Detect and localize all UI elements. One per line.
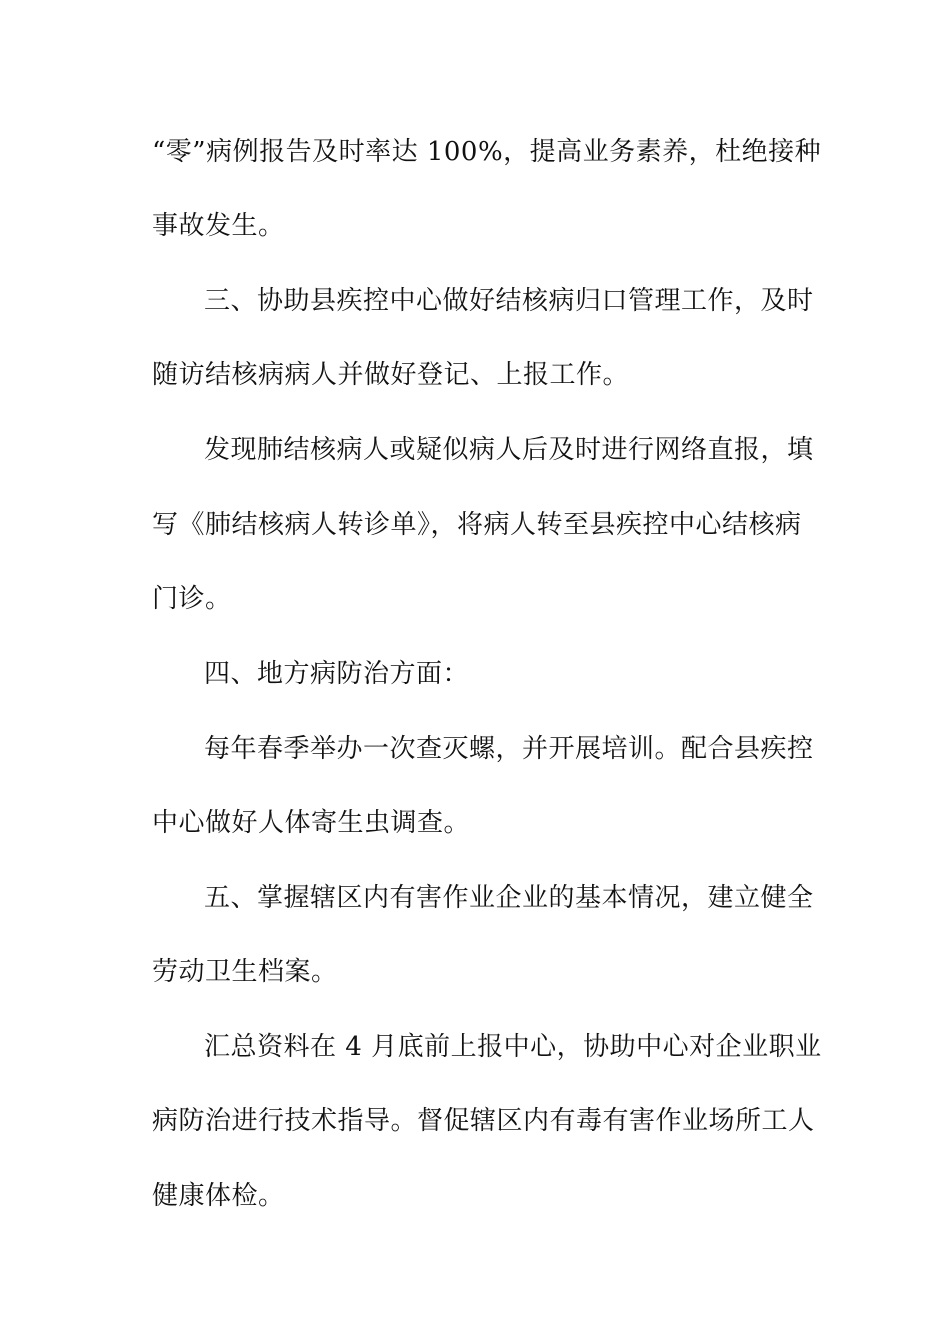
text-line-15: 健康体检。 <box>152 1181 285 1211</box>
text-line-1: “零”病例报告及时率达 100%，提高业务素养，杜绝接种 <box>152 137 822 167</box>
section-4-heading: 四、地方病防治方面： <box>204 659 470 689</box>
section-5-heading: 五、掌握辖区内有害作业企业的基本情况，建立健全 <box>204 883 814 913</box>
text-line-10: 中心做好人体寄生虫调查。 <box>152 808 471 838</box>
text-line-7: 门诊。 <box>152 584 232 614</box>
text-line-4: 随访结核病病人并做好登记、上报工作。 <box>152 360 630 390</box>
text-line-6: 写《肺结核病人转诊单》，将病人转至县疾控中心结核病 <box>152 510 802 540</box>
text-line-12: 劳动卫生档案。 <box>152 957 338 987</box>
paragraph-snail-control: 每年春季举办一次查灭螺，并开展培训。配合县疾控 <box>204 734 814 764</box>
paragraph-tb-report: 发现肺结核病人或疑似病人后及时进行网络直报，填 <box>204 435 814 465</box>
section-3-heading: 三、协助县疾控中心做好结核病归口管理工作，及时 <box>204 286 814 316</box>
paragraph-data-summary: 汇总资料在 4 月底前上报中心，协助中心对企业职业 <box>204 1032 822 1062</box>
text-line-14: 病防治进行技术指导。督促辖区内有毒有害作业场所工人 <box>152 1106 815 1136</box>
text-line-2: 事故发生。 <box>152 211 285 241</box>
